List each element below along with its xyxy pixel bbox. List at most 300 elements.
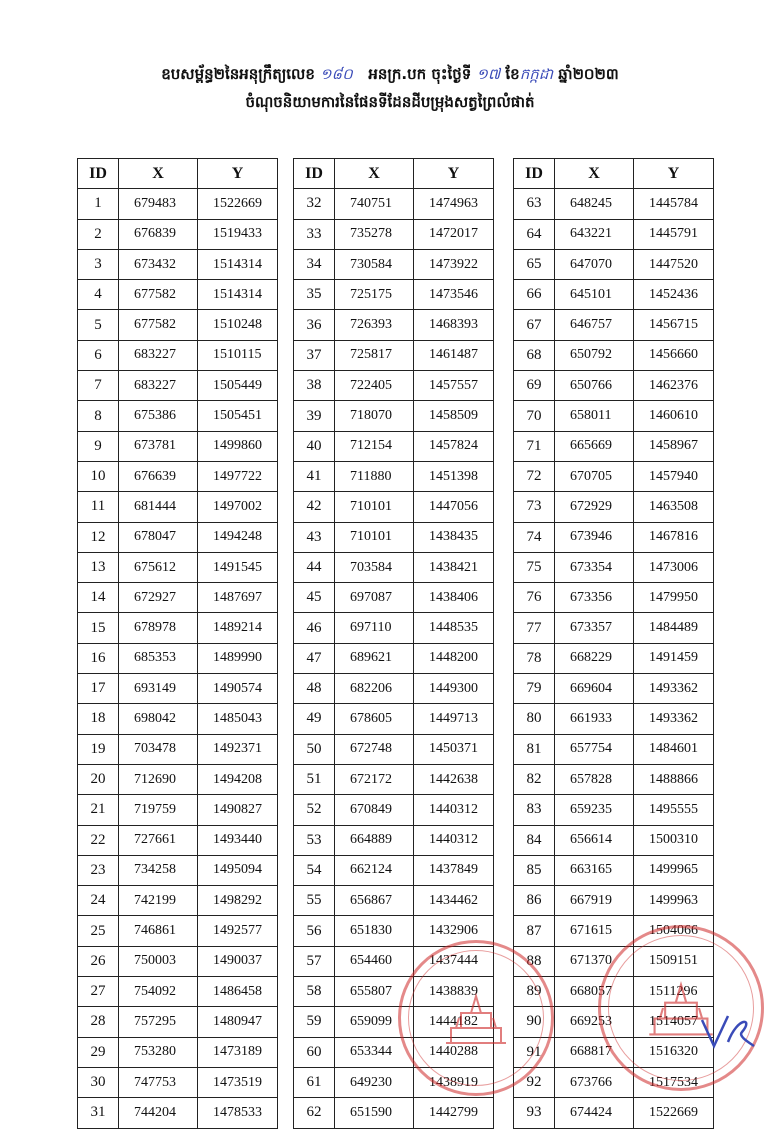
cell-x: 668817 xyxy=(555,1037,634,1067)
table-row xyxy=(294,371,494,401)
cell-y: 1493362 xyxy=(634,674,714,704)
cell-x: 682206 xyxy=(335,674,414,704)
cell-y: 1497722 xyxy=(198,461,278,491)
cell-y: 1488866 xyxy=(634,764,714,794)
cell-y: 1438839 xyxy=(414,977,494,1007)
cell-y: 1495555 xyxy=(634,795,714,825)
cell-y: 1486458 xyxy=(198,977,278,1007)
cell-id: 32 xyxy=(294,189,335,219)
table-row xyxy=(514,795,714,825)
column-header-x: X xyxy=(555,159,634,189)
column-header-id: ID xyxy=(78,159,119,189)
table-row xyxy=(514,310,714,340)
annex-label: ឧបសម្ព័ន្ធ២នៃអនុក្រឹត្យលេខ xyxy=(161,65,315,83)
cell-y: 1445784 xyxy=(634,189,714,219)
cell-id: 2 xyxy=(78,219,119,249)
cell-y: 1499963 xyxy=(634,886,714,916)
cell-id: 72 xyxy=(514,461,555,491)
cell-y: 1511296 xyxy=(634,977,714,1007)
cell-id: 20 xyxy=(78,764,119,794)
cell-y: 1458509 xyxy=(414,401,494,431)
table-row xyxy=(78,795,278,825)
table-row xyxy=(294,734,494,764)
table-row xyxy=(78,946,278,976)
cell-id: 91 xyxy=(514,1037,555,1067)
cell-x: 742199 xyxy=(119,886,198,916)
cell-x: 646757 xyxy=(555,310,634,340)
cell-x: 670849 xyxy=(335,795,414,825)
cell-y: 1491545 xyxy=(198,552,278,582)
cell-y: 1440312 xyxy=(414,825,494,855)
cell-id: 18 xyxy=(78,704,119,734)
table-row xyxy=(294,522,494,552)
cell-x: 722405 xyxy=(335,371,414,401)
annex-title xyxy=(0,62,780,86)
cell-y: 1442638 xyxy=(414,764,494,794)
table-row xyxy=(294,916,494,946)
cell-y: 1490574 xyxy=(198,674,278,704)
cell-x: 697087 xyxy=(335,583,414,613)
cell-x: 675612 xyxy=(119,552,198,582)
cell-x: 671370 xyxy=(555,946,634,976)
cell-id: 66 xyxy=(514,280,555,310)
cell-id: 38 xyxy=(294,371,335,401)
cell-x: 676839 xyxy=(119,219,198,249)
cell-y: 1487697 xyxy=(198,583,278,613)
cell-id: 16 xyxy=(78,643,119,673)
table-row xyxy=(514,643,714,673)
cell-x: 654460 xyxy=(335,946,414,976)
cell-x: 730584 xyxy=(335,249,414,279)
cell-y: 1494248 xyxy=(198,522,278,552)
cell-id: 21 xyxy=(78,795,119,825)
table-row xyxy=(294,1037,494,1067)
cell-id: 49 xyxy=(294,704,335,734)
cell-x: 677582 xyxy=(119,310,198,340)
cell-x: 669253 xyxy=(555,1007,634,1037)
cell-x: 697110 xyxy=(335,613,414,643)
cell-id: 67 xyxy=(514,310,555,340)
cell-id: 86 xyxy=(514,886,555,916)
table-row xyxy=(514,825,714,855)
cell-x: 658011 xyxy=(555,401,634,431)
column-header-x: X xyxy=(335,159,414,189)
cell-x: 683227 xyxy=(119,340,198,370)
cell-y: 1499860 xyxy=(198,431,278,461)
cell-id: 28 xyxy=(78,1007,119,1037)
cell-x: 673357 xyxy=(555,613,634,643)
cell-y: 1457557 xyxy=(414,371,494,401)
table-row xyxy=(78,492,278,522)
table-row xyxy=(514,1037,714,1067)
cell-x: 667919 xyxy=(555,886,634,916)
cell-x: 653344 xyxy=(335,1037,414,1067)
cell-x: 681444 xyxy=(119,492,198,522)
table-row xyxy=(514,371,714,401)
cell-id: 36 xyxy=(294,310,335,340)
cell-x: 735278 xyxy=(335,219,414,249)
cell-y: 1509151 xyxy=(634,946,714,976)
cell-id: 84 xyxy=(514,825,555,855)
cell-x: 647070 xyxy=(555,249,634,279)
cell-x: 668229 xyxy=(555,643,634,673)
cell-id: 26 xyxy=(78,946,119,976)
cell-y: 1473922 xyxy=(414,249,494,279)
table-row xyxy=(294,1007,494,1037)
cell-id: 75 xyxy=(514,552,555,582)
cell-x: 643221 xyxy=(555,219,634,249)
cell-x: 674424 xyxy=(555,1098,634,1128)
cell-id: 48 xyxy=(294,674,335,704)
cell-id: 74 xyxy=(514,522,555,552)
cell-x: 676639 xyxy=(119,461,198,491)
cell-id: 9 xyxy=(78,431,119,461)
cell-x: 664889 xyxy=(335,825,414,855)
cell-y: 1458967 xyxy=(634,431,714,461)
cell-id: 79 xyxy=(514,674,555,704)
cell-x: 657828 xyxy=(555,764,634,794)
cell-id: 29 xyxy=(78,1037,119,1067)
table-row xyxy=(78,855,278,885)
cell-y: 1450371 xyxy=(414,734,494,764)
cell-y: 1449300 xyxy=(414,674,494,704)
cell-id: 17 xyxy=(78,674,119,704)
cell-x: 673781 xyxy=(119,431,198,461)
table-row xyxy=(78,977,278,1007)
table-row xyxy=(294,280,494,310)
cell-id: 63 xyxy=(514,189,555,219)
table-row xyxy=(294,1067,494,1097)
cell-y: 1490037 xyxy=(198,946,278,976)
cell-y: 1434462 xyxy=(414,886,494,916)
table-row xyxy=(78,249,278,279)
table-row xyxy=(78,583,278,613)
table-row xyxy=(514,522,714,552)
cell-x: 649230 xyxy=(335,1067,414,1097)
cell-id: 54 xyxy=(294,855,335,885)
cell-y: 1514314 xyxy=(198,280,278,310)
cell-y: 1438435 xyxy=(414,522,494,552)
cell-x: 665669 xyxy=(555,431,634,461)
cell-y: 1462376 xyxy=(634,371,714,401)
cell-id: 82 xyxy=(514,764,555,794)
column-header-x: X xyxy=(119,159,198,189)
cell-y: 1473546 xyxy=(414,280,494,310)
cell-id: 55 xyxy=(294,886,335,916)
table-row xyxy=(78,674,278,704)
cell-x: 710101 xyxy=(335,522,414,552)
cell-id: 25 xyxy=(78,916,119,946)
cell-x: 668057 xyxy=(555,977,634,1007)
table-row xyxy=(514,401,714,431)
cell-id: 11 xyxy=(78,492,119,522)
cell-id: 88 xyxy=(514,946,555,976)
cell-id: 92 xyxy=(514,1067,555,1097)
cell-x: 651830 xyxy=(335,916,414,946)
cell-y: 1491459 xyxy=(634,643,714,673)
cell-y: 1495094 xyxy=(198,855,278,885)
month-label: ខែ xyxy=(505,65,520,83)
cell-id: 65 xyxy=(514,249,555,279)
cell-id: 22 xyxy=(78,825,119,855)
cell-y: 1492371 xyxy=(198,734,278,764)
cell-id: 15 xyxy=(78,613,119,643)
cell-id: 5 xyxy=(78,310,119,340)
cell-id: 93 xyxy=(514,1098,555,1128)
cell-x: 712690 xyxy=(119,764,198,794)
table-row xyxy=(78,825,278,855)
cell-x: 727661 xyxy=(119,825,198,855)
cell-y: 1489990 xyxy=(198,643,278,673)
cell-id: 50 xyxy=(294,734,335,764)
cell-id: 23 xyxy=(78,855,119,885)
cell-y: 1448535 xyxy=(414,613,494,643)
table-row xyxy=(294,613,494,643)
table-row xyxy=(294,764,494,794)
table-row xyxy=(514,674,714,704)
cell-x: 673766 xyxy=(555,1067,634,1097)
cell-y: 1451398 xyxy=(414,461,494,491)
cell-id: 34 xyxy=(294,249,335,279)
cell-x: 675386 xyxy=(119,401,198,431)
cell-id: 4 xyxy=(78,280,119,310)
table-row xyxy=(78,643,278,673)
cell-id: 89 xyxy=(514,977,555,1007)
table-row xyxy=(78,1007,278,1037)
cell-id: 7 xyxy=(78,371,119,401)
cell-y: 1489214 xyxy=(198,613,278,643)
table-row xyxy=(78,1067,278,1097)
table-row xyxy=(78,916,278,946)
cell-y: 1438406 xyxy=(414,583,494,613)
subdecree-number: ១៨០ xyxy=(320,65,353,83)
cell-x: 718070 xyxy=(335,401,414,431)
table-row xyxy=(514,855,714,885)
table-row xyxy=(78,886,278,916)
cell-x: 679483 xyxy=(119,189,198,219)
cell-x: 710101 xyxy=(335,492,414,522)
cell-x: 753280 xyxy=(119,1037,198,1067)
cell-id: 8 xyxy=(78,401,119,431)
cell-x: 740751 xyxy=(335,189,414,219)
cell-y: 1474963 xyxy=(414,189,494,219)
table-row xyxy=(78,764,278,794)
table-row xyxy=(78,371,278,401)
table-row xyxy=(514,1098,714,1128)
cell-x: 719759 xyxy=(119,795,198,825)
table-row xyxy=(294,401,494,431)
cell-x: 659099 xyxy=(335,1007,414,1037)
table-row xyxy=(514,189,714,219)
table-row xyxy=(514,1007,714,1037)
cell-id: 19 xyxy=(78,734,119,764)
cell-x: 651590 xyxy=(335,1098,414,1128)
cell-id: 42 xyxy=(294,492,335,522)
coordinate-table-2 xyxy=(293,158,494,1129)
cell-y: 1437849 xyxy=(414,855,494,885)
table-row xyxy=(514,916,714,946)
table-row xyxy=(514,219,714,249)
table-row xyxy=(294,825,494,855)
cell-y: 1493440 xyxy=(198,825,278,855)
table-row xyxy=(78,431,278,461)
cell-x: 672748 xyxy=(335,734,414,764)
cell-y: 1516320 xyxy=(634,1037,714,1067)
cell-x: 726393 xyxy=(335,310,414,340)
cell-id: 80 xyxy=(514,704,555,734)
table-row xyxy=(294,886,494,916)
cell-id: 71 xyxy=(514,431,555,461)
cell-id: 61 xyxy=(294,1067,335,1097)
subdecree-year: ឆ្នាំ២០២៣ xyxy=(558,65,619,83)
cell-x: 750003 xyxy=(119,946,198,976)
cell-x: 655807 xyxy=(335,977,414,1007)
cell-id: 70 xyxy=(514,401,555,431)
table-row xyxy=(294,674,494,704)
cell-x: 725175 xyxy=(335,280,414,310)
cell-y: 1479950 xyxy=(634,583,714,613)
cell-y: 1456715 xyxy=(634,310,714,340)
cell-x: 650792 xyxy=(555,340,634,370)
cell-x: 693149 xyxy=(119,674,198,704)
cell-x: 659235 xyxy=(555,795,634,825)
table-row xyxy=(78,401,278,431)
cell-y: 1438421 xyxy=(414,552,494,582)
cell-x: 673356 xyxy=(555,583,634,613)
table-row xyxy=(514,280,714,310)
table-row xyxy=(78,219,278,249)
table-row xyxy=(294,946,494,976)
table-row xyxy=(78,340,278,370)
cell-x: 672929 xyxy=(555,492,634,522)
cell-x: 757295 xyxy=(119,1007,198,1037)
cell-y: 1522669 xyxy=(198,189,278,219)
coordinate-table-1 xyxy=(77,158,278,1129)
cell-id: 33 xyxy=(294,219,335,249)
table-header-row xyxy=(78,159,278,189)
subdecree-month: កក្កដា xyxy=(519,65,554,83)
cell-y: 1493362 xyxy=(634,704,714,734)
cell-x: 650766 xyxy=(555,371,634,401)
table-row xyxy=(78,613,278,643)
cell-y: 1490827 xyxy=(198,795,278,825)
cell-x: 673354 xyxy=(555,552,634,582)
cell-x: 669604 xyxy=(555,674,634,704)
cell-id: 46 xyxy=(294,613,335,643)
cell-y: 1473519 xyxy=(198,1067,278,1097)
cell-y: 1505451 xyxy=(198,401,278,431)
document-header xyxy=(0,62,780,114)
table-row xyxy=(294,583,494,613)
table-row xyxy=(514,977,714,1007)
cell-id: 69 xyxy=(514,371,555,401)
cell-id: 43 xyxy=(294,522,335,552)
cell-y: 1499965 xyxy=(634,855,714,885)
cell-y: 1514057 xyxy=(634,1007,714,1037)
cell-y: 1442799 xyxy=(414,1098,494,1128)
cell-y: 1517534 xyxy=(634,1067,714,1097)
document-subtitle: ចំណុចនិយាមការនៃផែនទីដែនដីបម្រុងសត្វព្រៃលំផាត់ xyxy=(245,93,535,111)
cell-id: 44 xyxy=(294,552,335,582)
cell-x: 670705 xyxy=(555,461,634,491)
cell-id: 73 xyxy=(514,492,555,522)
cell-id: 56 xyxy=(294,916,335,946)
cell-x: 744204 xyxy=(119,1098,198,1128)
table-row xyxy=(78,1037,278,1067)
cell-y: 1457940 xyxy=(634,461,714,491)
cell-y: 1505449 xyxy=(198,371,278,401)
cell-y: 1498292 xyxy=(198,886,278,916)
table-row xyxy=(514,613,714,643)
cell-y: 1473006 xyxy=(634,552,714,582)
cell-id: 41 xyxy=(294,461,335,491)
cell-y: 1519433 xyxy=(198,219,278,249)
cell-y: 1461487 xyxy=(414,340,494,370)
table-row xyxy=(514,1067,714,1097)
cell-x: 673946 xyxy=(555,522,634,552)
cell-id: 87 xyxy=(514,916,555,946)
cell-id: 6 xyxy=(78,340,119,370)
cell-y: 1432906 xyxy=(414,916,494,946)
cell-id: 53 xyxy=(294,825,335,855)
cell-x: 645101 xyxy=(555,280,634,310)
cell-y: 1522669 xyxy=(634,1098,714,1128)
cell-x: 663165 xyxy=(555,855,634,885)
table-row xyxy=(294,189,494,219)
cell-id: 14 xyxy=(78,583,119,613)
cell-id: 30 xyxy=(78,1067,119,1097)
cell-x: 657754 xyxy=(555,734,634,764)
table-row xyxy=(294,249,494,279)
column-header-id: ID xyxy=(294,159,335,189)
subdecree-code: អនក្រ.បក ចុះថ្ងៃទី xyxy=(368,65,472,83)
cell-x: 747753 xyxy=(119,1067,198,1097)
cell-y: 1449713 xyxy=(414,704,494,734)
table-row xyxy=(514,704,714,734)
cell-x: 746861 xyxy=(119,916,198,946)
cell-id: 77 xyxy=(514,613,555,643)
cell-x: 677582 xyxy=(119,280,198,310)
cell-id: 13 xyxy=(78,552,119,582)
cell-id: 64 xyxy=(514,219,555,249)
cell-x: 734258 xyxy=(119,855,198,885)
cell-x: 712154 xyxy=(335,431,414,461)
cell-y: 1510248 xyxy=(198,310,278,340)
cell-id: 83 xyxy=(514,795,555,825)
cell-y: 1437444 xyxy=(414,946,494,976)
table-row xyxy=(294,552,494,582)
table-row xyxy=(514,431,714,461)
cell-x: 672927 xyxy=(119,583,198,613)
table-row xyxy=(514,249,714,279)
table-row xyxy=(294,431,494,461)
table-row xyxy=(78,280,278,310)
cell-id: 76 xyxy=(514,583,555,613)
cell-id: 45 xyxy=(294,583,335,613)
cell-y: 1447520 xyxy=(634,249,714,279)
cell-id: 58 xyxy=(294,977,335,1007)
table-row xyxy=(514,552,714,582)
cell-id: 60 xyxy=(294,1037,335,1067)
cell-x: 678047 xyxy=(119,522,198,552)
cell-id: 31 xyxy=(78,1098,119,1128)
cell-id: 68 xyxy=(514,340,555,370)
cell-id: 27 xyxy=(78,977,119,1007)
cell-x: 678605 xyxy=(335,704,414,734)
cell-x: 698042 xyxy=(119,704,198,734)
cell-id: 10 xyxy=(78,461,119,491)
cell-id: 39 xyxy=(294,401,335,431)
